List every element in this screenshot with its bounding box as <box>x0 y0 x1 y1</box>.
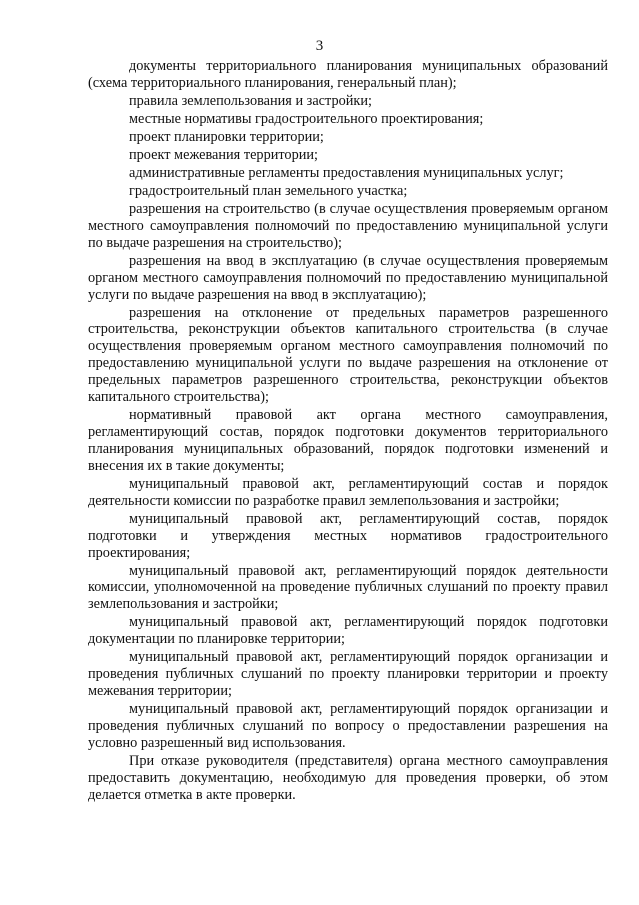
page-number: 3 <box>315 38 324 54</box>
document-body <box>88 58 608 805</box>
paragraph-normative-act: нормативный правовой акт органа местного самоуправления, регламентирующий состав, порядок подготовки документов территориального планирования муниципальных образований, порядок подготовки изменений и внесения их в такие документы; <box>88 407 608 474</box>
paragraph-conditional-use-act: муниципальный правовой акт, регламентирующий порядок организации и проведения публичных слушаний по вопросу о предоставлении разрешения на условно разрешенный вид использования. <box>88 701 608 751</box>
paragraph-standards-act: муниципальный правовой акт, регламентирующий состав, порядок подготовки и утверждения местных нормативов градостроительного проектирования; <box>88 510 608 561</box>
paragraph-planning-project: проект планировки территории; <box>129 128 324 145</box>
paragraph-planning-documentation-act: муниципальный правовой акт, регламентирующий порядок подготовки документации по планировке территории; <box>88 614 608 648</box>
paragraph-local-standards: местные нормативы градостроительного проектирования; <box>129 110 484 127</box>
paragraph-land-survey-project: проект межевания территории; <box>129 146 319 163</box>
paragraph-commission-act: муниципальный правовой акт, регламентирующий состав и порядок деятельности комиссии по разработке правил землепользования и застройки; <box>88 475 608 509</box>
paragraph-territorial-planning-docs: документы территориального планирования муниципальных образований (схема территориального планирования, генеральный план); <box>88 58 608 91</box>
paragraph-urban-plan: градостроительный план земельного участка; <box>129 182 408 199</box>
paragraph-commissioning-permits: разрешения на ввод в эксплуатацию (в случае осуществления проверяемым органом местного самоуправления полномочий по предоставлению муниципальной услуги по выдаче разрешения на ввод в эксплуатацию); <box>88 252 608 303</box>
paragraph-admin-regulations: административные регламенты предоставления муниципальных услуг; <box>129 164 564 181</box>
paragraph-refusal-note: При отказе руководителя (представителя) органа местного самоуправления предоставить документацию, необходимую для проведения проверки, об этом делается отметка в акте проверки. <box>88 752 608 803</box>
paragraph-land-use-rules: правила землепользования и застройки; <box>129 92 372 109</box>
paragraph-hearings-commission-act: муниципальный правовой акт, регламентирующий порядок деятельности комиссии, уполномоченной на проведение публичных слушаний по проекту правил землепользования и застройки; <box>88 562 608 613</box>
paragraph-planning-hearings-act: муниципальный правовой акт, регламентирующий порядок организации и проведения публичных слушаний по проекту планировки территории и проекту межевания территории; <box>88 649 608 700</box>
paragraph-deviation-permits: разрешения на отклонение от предельных параметров разрешенного строительства, реконструкции объектов капитального строительства (в случае осуществления проверяемым органом местного самоуправления полномочий по предоставлению муниципальной услуги по выдаче разрешения на отклонение от предельных параметров разрешенного строительства, реконструкции объектов капитального строительства); <box>88 304 608 406</box>
paragraph-construction-permits: разрешения на строительство (в случае осуществления проверяемым органом местного самоуправления полномочий по предоставлению муниципальной услуги по выдаче разрешения на строительство); <box>88 200 608 251</box>
